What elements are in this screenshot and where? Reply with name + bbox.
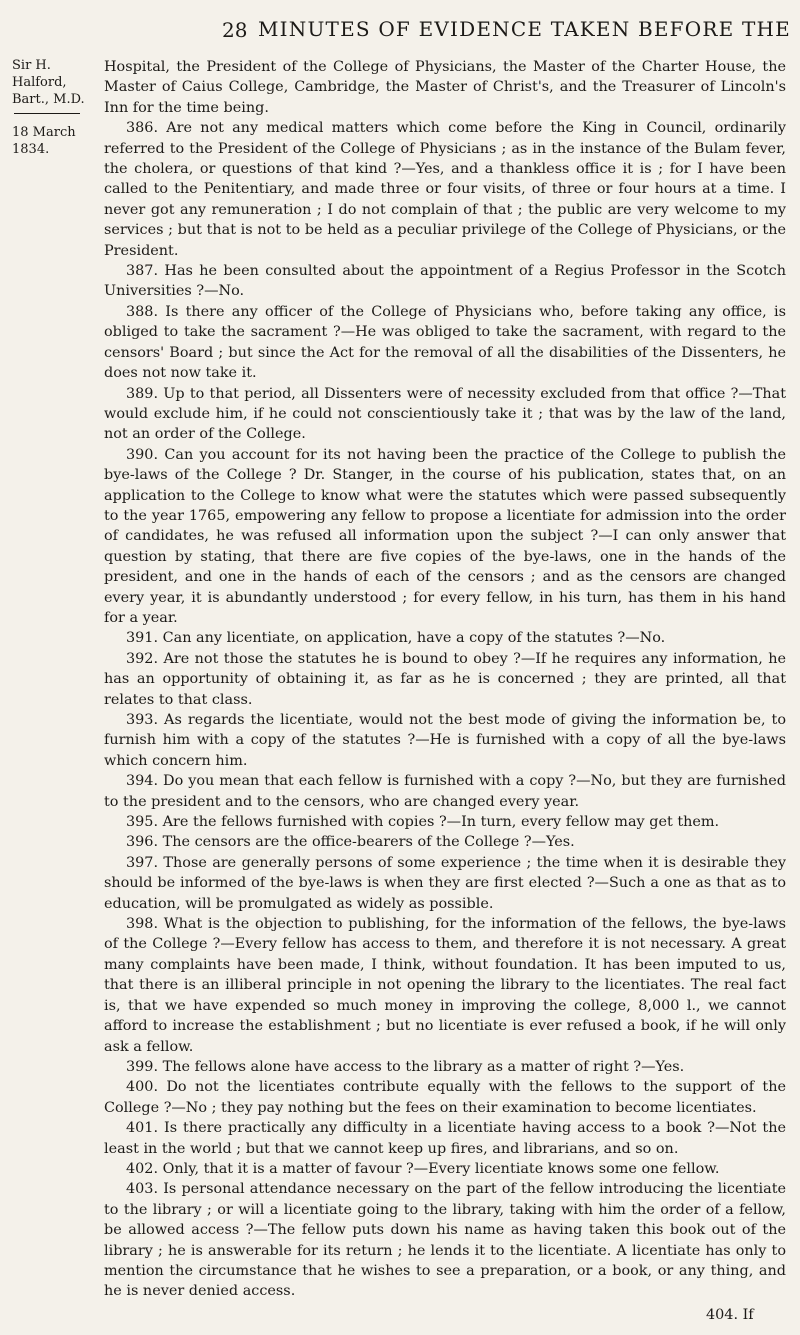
evidence-text [104, 57, 786, 1302]
paragraph: 386. Are not any medical matters which come before the King in Council, ordinarily referred to the President of the College of Physicians ; as in the instance of the Bulam fever, the cholera, or questions of that kind ?—Yes, and a thankless office it is ; for I have been called to the Penitentiary, and made three or four visits, of three or four hours at a time. I never got any remuneration ; I do not complain of that ; the public are very welcome to my services ; but that is not to be held as a peculiar privilege of the College of Physicians, or the President. [104, 120, 786, 259]
paragraph: 402. Only, that it is a matter of favour ?—Every licentiate knows some one fellow. [126, 1160, 720, 1177]
page-number: 28 [222, 18, 248, 42]
paragraph: 387. Has he been consulted about the appointment of a Regius Professor in the Scotch Universities ?—No. [104, 263, 786, 300]
margin-divider [14, 113, 80, 114]
hearing-date: 18 March 1834. [12, 125, 76, 157]
page-header [0, 14, 800, 54]
paragraph: 392. Are not those the statutes he is bound to obey ?—If he requires any information, he has an opportunity of obtaining it, as far as he is concerned ; they are printed, all that relates to that class. [104, 650, 786, 708]
paragraph: 393. As regards the licentiate, would not the best mode of giving the information be, to furnish him with a copy of the statutes ?—He is furnished with a copy of all the bye-laws which concern him. [104, 712, 786, 769]
paragraph: 391. Can any licentiate, on application, have a copy of the statutes ?—No. [126, 630, 666, 647]
witness-name: Sir H. Halford, Bart., M.D. [12, 58, 85, 107]
paragraph: 396. The censors are the office-bearers of the College ?—Yes. [126, 834, 575, 851]
paragraph: 394. Do you mean that each fellow is furnished with a copy ?—No, but they are furnished to the president and to the censors, who are changed every year. [104, 773, 786, 810]
paragraph: 400. Do not the licentiates contribute equally with the fellows to the support of the College ?—No ; they pay nothing but the fees on their examination to become licentiates. [104, 1079, 786, 1116]
paragraph: 395. Are the fellows furnished with copies ?—In turn, every fellow may get them. [126, 814, 720, 831]
paragraph: 398. What is the objection to publishing, for the information of the fellows, the bye-laws of the College ?—Every fellow has access to them, and therefore it is not necessary. A great many complaints have been made, I think, without foundation. It has been imputed to us, that there is an illiberal principle in not opening the library to the licentiates. The real fact is, that we have expended so much money in improving the college, 8,000 l., we cannot afford to increase the establishment ; but no licentiate is ever refused a book, if he will only ask a fellow. [104, 916, 786, 1055]
paragraph: 389. Up to that period, all Dissenters were of necessity excluded from that office ?—That would exclude him, if he could not conscientiously take it ; that was by the law of the land, not an order of the College. [104, 385, 786, 443]
paragraph: 403. Is personal attendance necessary on the part of the fellow introducing the licentiate to the library ; or will a licentiate going to the library, taking with him the order of a fellow, be allowed access ?—The fellow puts down his name as having taken this book out of the library ; he is answerable for its return ; he lends it to the licentiate. A licentiate has only to mention the circumstance that he wishes to see a preparation, or a book, or any thing, and he is never denied access. [104, 1181, 786, 1300]
catchword: 404. If [706, 1307, 754, 1323]
paragraph: 390. Can you account for its not having been the practice of the College to publish the bye-laws of the College ? Dr. Stanger, in the course of his publication, states that, on an application to the College to know what were the statutes which were passed subsequently to the year 1765, empowering any fellow to propose a licentiate for admission into the order of candidates, he was refused all information upon the subject ?—I can only answer that question by stating, that there are five copies of the bye-laws, one in the hands of the president, and one in the hands of each of the censors ; and as the censors are changed every year, it is abundantly understood ; for every fellow, in his turn, has them in his hand for a year. [104, 446, 786, 626]
paragraph: 399. The fellows alone have access to the library as a matter of right ?—Yes. [126, 1058, 685, 1075]
paragraph: Hospital, the President of the College of Physicians, the Master of the Charter House, the Master of Caius College, Cambridge, the Master of Christ's, and the Treasurer of Lincoln's Inn for the time being. [104, 59, 786, 116]
running-title: MINUTES OF EVIDENCE TAKEN BEFORE THE [258, 17, 791, 41]
paragraph: 397. Those are generally persons of some experience ; the time when it is desirable they should be informed of the bye-laws is when they are first elected ?—Such a one as that as to education, will be promulgated as widely as possible. [104, 854, 786, 912]
paragraph: 401. Is there practically any difficulty in a licentiate having access to a book ?—Not the least in the world ; but that we cannot keep up fires, and librarians, and so on. [104, 1120, 786, 1157]
margin-note [12, 57, 90, 158]
paragraph: 388. Is there any officer of the College of Physicians who, before taking any office, is obliged to take the sacrament ?—He was obliged to take the sacrament, with regard to the censors' Board ; but since the Act for the removal of all the disabilities of the Dissenters, he does not now take it. [104, 303, 786, 382]
